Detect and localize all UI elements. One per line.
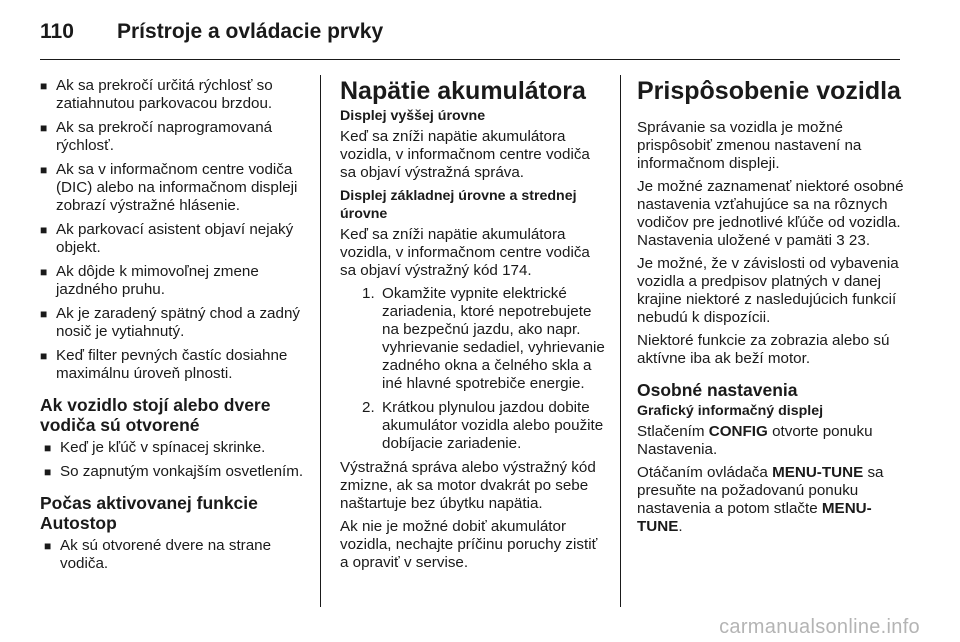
list-item: ■ Ak sa prekročí určitá rýchlosť so zatiahnutou parkovacou brzdou.	[40, 77, 273, 112]
list-item: 2. Krátkou plynulou jazdou dobite akumulátor vozidla alebo použite dobíjacie zariadenie.	[362, 399, 604, 452]
subheading-graphic-info-display: Grafický informačný displej	[637, 403, 824, 419]
column-1	[40, 77, 308, 579]
bullet-icon: ■	[44, 441, 52, 455]
page-title: Prístroje a ovládacie prvky	[117, 20, 384, 43]
menu-tune-keyword: MENU-TUNE	[772, 464, 864, 481]
config-keyword: CONFIG	[708, 423, 768, 440]
personal-settings-heading: Osobné nastavenia	[637, 380, 798, 400]
section-heading-stationary: Ak vozidlo stojí alebo dvere vodiča sú otvorené	[40, 395, 271, 435]
list-item: ■ Ak dôjde k mimovoľnej zmene jazdného pruhu.	[40, 263, 259, 298]
section-heading-autostop: Počas aktivovanej funkcie Autostop	[40, 493, 258, 533]
paragraph: Keď sa zníži napätie akumulátora vozidla, v informačnom centre vodiča sa objaví výstražná správa.	[340, 128, 590, 181]
list-item: ■ Ak sú otvorené dvere na strane vodiča.	[44, 537, 272, 572]
bullet-icon: ■	[44, 539, 52, 553]
menu-tune-keyword: MENU-TUNE	[637, 500, 872, 535]
list-item: ■ Keď je kľúč v spínacej skrinke.	[44, 439, 266, 456]
bullet-icon: ■	[40, 79, 48, 93]
list-item: ■ Ak sa prekročí naprogramovaná rýchlosť.	[40, 119, 273, 154]
bullet-icon: ■	[40, 163, 48, 177]
paragraph: Niektoré funkcie za zobrazia alebo sú aktívne iba ak beží motor.	[637, 332, 890, 367]
subheading-high-level-display: Displej vyššej úrovne	[340, 108, 486, 124]
autostop-bullet-list	[40, 537, 308, 573]
paragraph: Je možné zaznamenať niektoré osobné nastavenia vzťahujúce sa na rôznych vodičov pre jednotlivé kľúče od vozidla. Nastavenia uložené v pamäti 3 23.	[637, 178, 904, 249]
page-reference-link[interactable]: 3 23.	[836, 232, 871, 249]
bullet-icon: ■	[40, 265, 48, 279]
warning-bullet-list	[40, 77, 308, 383]
list-item: ■ So zapnutým vonkajším osvetlením.	[44, 463, 304, 480]
paragraph: Ak nie je možné dobiť akumulátor vozidla, nechajte príčinu poruchy zistiť a opraviť v servise.	[340, 518, 598, 571]
page-number: 110	[40, 20, 74, 43]
column-divider-1	[320, 75, 321, 607]
paragraph: Výstražná správa alebo výstražný kód zmizne, ak sa motor dvakrát po sebe naštartuje bez úbytku napätia.	[340, 459, 596, 512]
header-rule	[40, 59, 900, 60]
paragraph: Správanie sa vozidla je možné prispôsobiť zmenou nastavení na informačnom displeji.	[637, 119, 862, 172]
list-item: ■ Keď filter pevných častíc dosiahne maximálnu úroveň plnosti.	[40, 347, 288, 382]
paragraph: Keď sa zníži napätie akumulátora vozidla, v informačnom centre vodiča sa objaví výstražný kód 174.	[340, 226, 590, 279]
column-2	[340, 77, 608, 577]
step-number: 1.	[362, 285, 375, 302]
bullet-icon: ■	[40, 307, 48, 321]
list-item: ■ Ak parkovací asistent objaví nejaký objekt.	[40, 221, 294, 256]
battery-voltage-title: Napätie akumulátora	[340, 77, 586, 105]
bullet-icon: ■	[40, 349, 48, 363]
subheading-basic-level-display: Displej základnej úrovne a strednej úrovne	[340, 188, 577, 222]
bullet-icon: ■	[40, 223, 48, 237]
list-item: 1. Okamžite vypnite elektrické zariadenia, ktoré nepotrebujete na bezpečnú jazdu, ako napr. vyhrievanie sedadiel, vyhrievanie zadného okna a čelného skla a iné hlavné spotrebiče energie.	[362, 285, 605, 392]
bullet-icon: ■	[44, 465, 52, 479]
column-3	[637, 77, 905, 541]
steps-list	[340, 285, 608, 453]
stationary-bullet-list	[40, 439, 308, 481]
paragraph: Stlačením CONFIG otvorte ponuku Nastavenia.	[637, 423, 873, 458]
watermark: carmanualsonline.info	[719, 616, 920, 638]
list-item: ■ Ak sa v informačnom centre vodiča (DIC) alebo na informačnom displeji zobrazí výstražné hlásenie.	[40, 161, 298, 214]
vehicle-personalisation-title: Prispôsobenie vozidla	[637, 77, 901, 105]
paragraph: Je možné, že v závislosti od vybavenia vozidla a predpisov platných v danej krajine niektoré z nasledujúcich funkcií nebudú k dispozícii.	[637, 255, 899, 326]
list-item: ■ Ak je zaradený spätný chod a zadný nosič je vytiahnutý.	[40, 305, 300, 340]
step-number: 2.	[362, 399, 375, 416]
page-header	[0, 0, 960, 62]
column-divider-2	[620, 75, 621, 607]
bullet-icon: ■	[40, 121, 48, 135]
paragraph: Otáčaním ovládača MENU-TUNE sa presuňte na požadovanú ponuku nastavenia a potom stlačte MENU-TUNE.	[637, 464, 884, 535]
